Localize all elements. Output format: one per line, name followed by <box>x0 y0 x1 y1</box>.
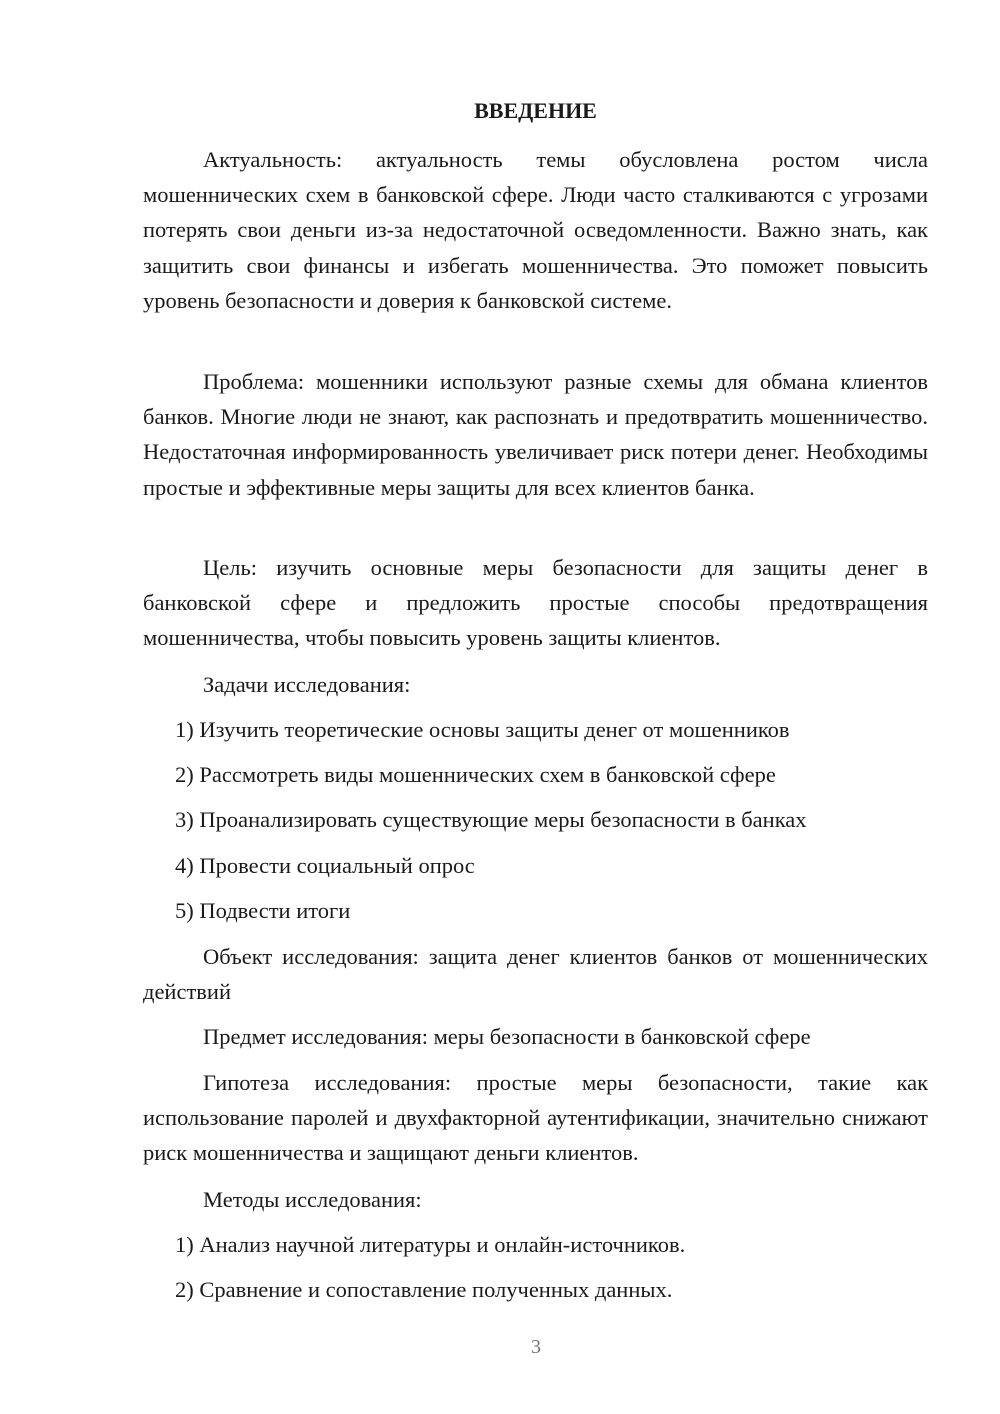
tasks-heading: Задачи исследования: <box>203 672 411 697</box>
methods-heading: Методы исследования: <box>203 1187 422 1212</box>
method-item: 2) Сравнение и сопоставление полученных данных. <box>175 1277 673 1302</box>
relevance-paragraph: Актуальность: актуальность темы обусловлена ростом числа мошеннических схем в банковской сфере. Люди часто сталкиваются с угрозами потерять свои деньги из-за недостаточной осведомленности. Важно знать, как защитить свои финансы и избегать мошенничества. Это поможет повысить уровень безопасности и доверия к банковской системе. <box>143 147 928 313</box>
task-item: 5) Подвести итоги <box>175 898 351 923</box>
problem-paragraph: Проблема: мошенники используют разные схемы для обмана клиентов банков. Многие люди не знают, как распознать и предотвратить мошенничество. Недостаточная информированность увеличивает риск потери денег. Необходимы простые и эффективные меры защиты для всех клиентов банка. <box>143 369 928 500</box>
task-item: 2) Рассмотреть виды мошеннических схем в банковской сфере <box>175 762 776 787</box>
hypothesis-paragraph: Гипотеза исследования: простые меры безопасности, такие как использование паролей и двухфакторной аутентификации, значительно снижают риск мошенничества и защищают деньги клиентов. <box>143 1070 928 1166</box>
task-item: 3) Проанализировать существующие меры безопасности в банках <box>175 807 807 832</box>
page-number: 3 <box>531 1336 541 1358</box>
page-title: ВВЕДЕНИЕ <box>474 98 597 123</box>
goal-paragraph: Цель: изучить основные меры безопасности для защиты денег в банковской сфере и предложить простые способы предотвращения мошенничества, чтобы повысить уровень защиты клиентов. <box>143 555 928 651</box>
method-item: 1) Анализ научной литературы и онлайн-источников. <box>175 1232 686 1257</box>
subject-paragraph: Предмет исследования: меры безопасности в банковской сфере <box>203 1024 811 1049</box>
task-item: 1) Изучить теоретические основы защиты денег от мошенников <box>175 717 790 742</box>
object-paragraph: Объект исследования: защита денег клиентов банков от мошеннических действий <box>143 944 928 1005</box>
task-item: 4) Провести социальный опрос <box>175 853 475 878</box>
